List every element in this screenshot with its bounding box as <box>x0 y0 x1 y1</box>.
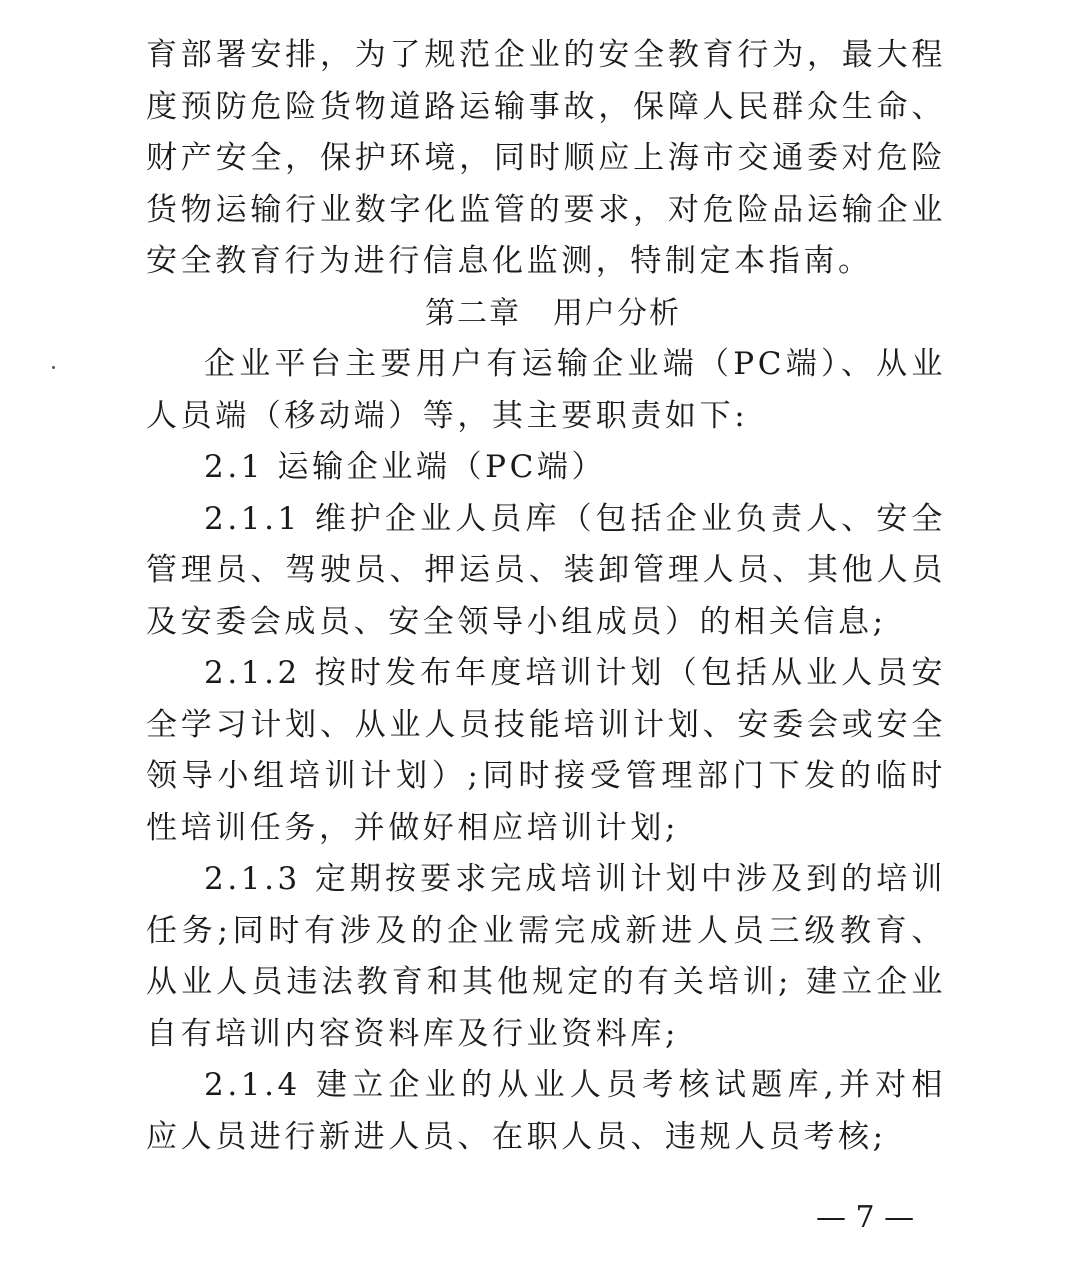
document-body <box>146 30 946 1163</box>
section-heading-2-1: 2.1 运输企业端（PC端） <box>204 449 607 485</box>
chapter-heading: 第二章 用户分析 <box>425 295 681 331</box>
paragraph-intro-continuation: 育部署安排，为了规范企业的安全教育行为，最大程度预防危险货物道路运输事故，保障人民群众生命、财产安全，保护环境，同时顺应上海市交通委对危险货物运输行业数字化监管的要求，对危险品运输企业安全教育行为进行信息化监测，特制定本指南。 <box>146 37 946 279</box>
paragraph-2-1-1: 2.1.1 维护企业人员库（包括企业负责人、安全管理员、驾驶员、押运员、装卸管理人员、其他人员及安委会成员、安全领导小组成员）的相关信息; <box>146 500 946 640</box>
paragraph-2-1-2: 2.1.2 按时发布年度培训计划（包括从业人员安全学习计划、从业人员技能培训计划、安委会或安全领导小组培训计划）;同时接受管理部门下发的临时性培训任务，并做好相应培训计划; <box>146 655 946 846</box>
page-number: — 7 — <box>816 1200 915 1235</box>
scan-speck <box>52 366 55 369</box>
paragraph-2-1-4: 2.1.4 建立企业的从业人员考核试题库,并对相应人员进行新进人员、在职人员、违规人员考核; <box>146 1067 946 1155</box>
paragraph-user-overview: 企业平台主要用户有运输企业端（PC端）、从业人员端（移动端）等，其主要职责如下: <box>146 346 946 434</box>
paragraph-2-1-3: 2.1.3 定期按要求完成培训计划中涉及到的培训任务;同时有涉及的企业需完成新进人员三级教育、从业人员违法教育和其他规定的有关培训; 建立企业自有培训内容资料库及行业资料库; <box>146 861 946 1052</box>
